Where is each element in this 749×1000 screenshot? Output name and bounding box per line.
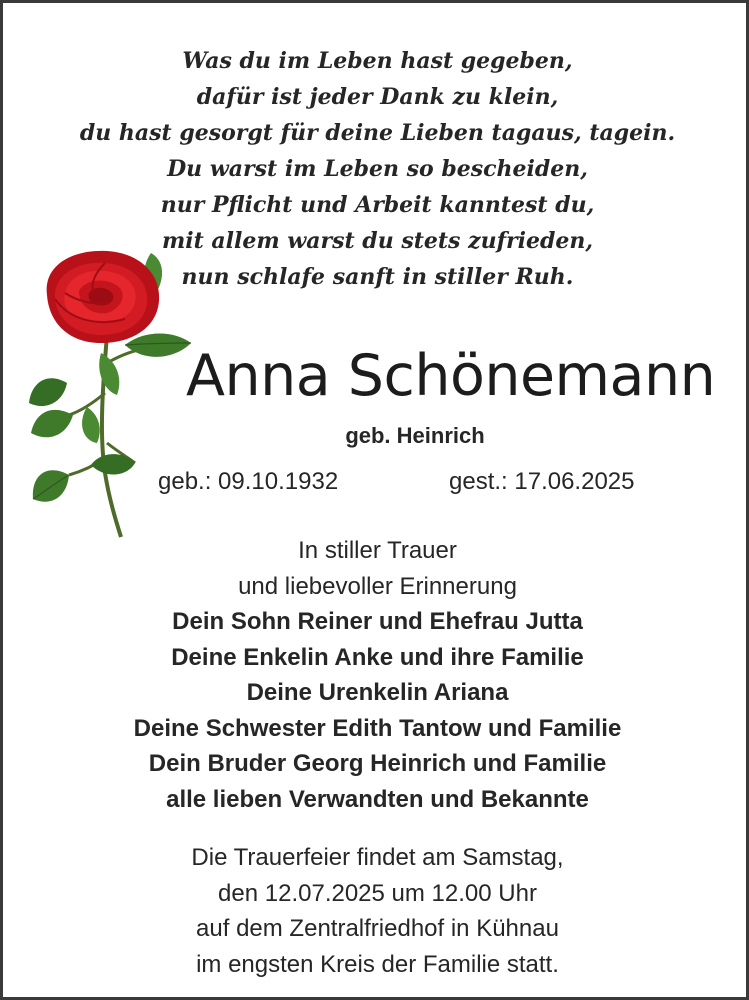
funeral-line: den 12.07.2025 um 12.00 Uhr [218,879,537,907]
poem-line: du hast gesorgt für deine Lieben tagaus, tagein. [79,120,676,146]
funeral-line: Die Trauerfeier findet am Samstag, [191,844,564,871]
poem-line: Du warst im Leben so bescheiden, [167,156,588,182]
mourner-line: Deine Schwester Edith Tantow und Familie [133,714,622,742]
mourner-line: Dein Sohn Reiner und Ehefrau Jutta [172,608,583,635]
death-date: gest.: 17.06.2025 [449,468,635,495]
mourning-intro-line: In stiller Trauer [298,537,457,564]
funeral-line: auf dem Zentralfriedhof in Kühnau [196,915,559,942]
poem-line: dafür ist jeder Dank zu klein, [196,84,559,110]
maiden-name: geb. Heinrich [345,423,485,448]
deceased-name: Anna Schönemann [186,343,716,409]
mourning-intro-line: und liebevoller Erinnerung [238,572,517,600]
poem-line: Was du im Leben hast gegeben, [182,48,573,74]
mourner-line: Dein Bruder Georg Heinrich und Familie [148,750,607,777]
funeral-notice [3,840,749,982]
poem-line: nur Pflicht und Arbeit kanntest du, [160,192,595,218]
mourner-line: alle lieben Verwandten und Bekannte [166,785,589,813]
mourner-line: Deine Enkelin Anke und ihre Familie [171,643,584,671]
mourners-section [3,533,749,817]
mourner-line: Deine Urenkelin Ariana [246,679,509,706]
poem-line: mit allem warst du stets zufrieden, [161,228,594,254]
funeral-line: im engsten Kreis der Familie statt. [196,950,559,978]
birth-date: geb.: 09.10.1932 [158,468,339,495]
poem-line: nun schlafe sanft in stiller Ruh. [181,264,574,290]
